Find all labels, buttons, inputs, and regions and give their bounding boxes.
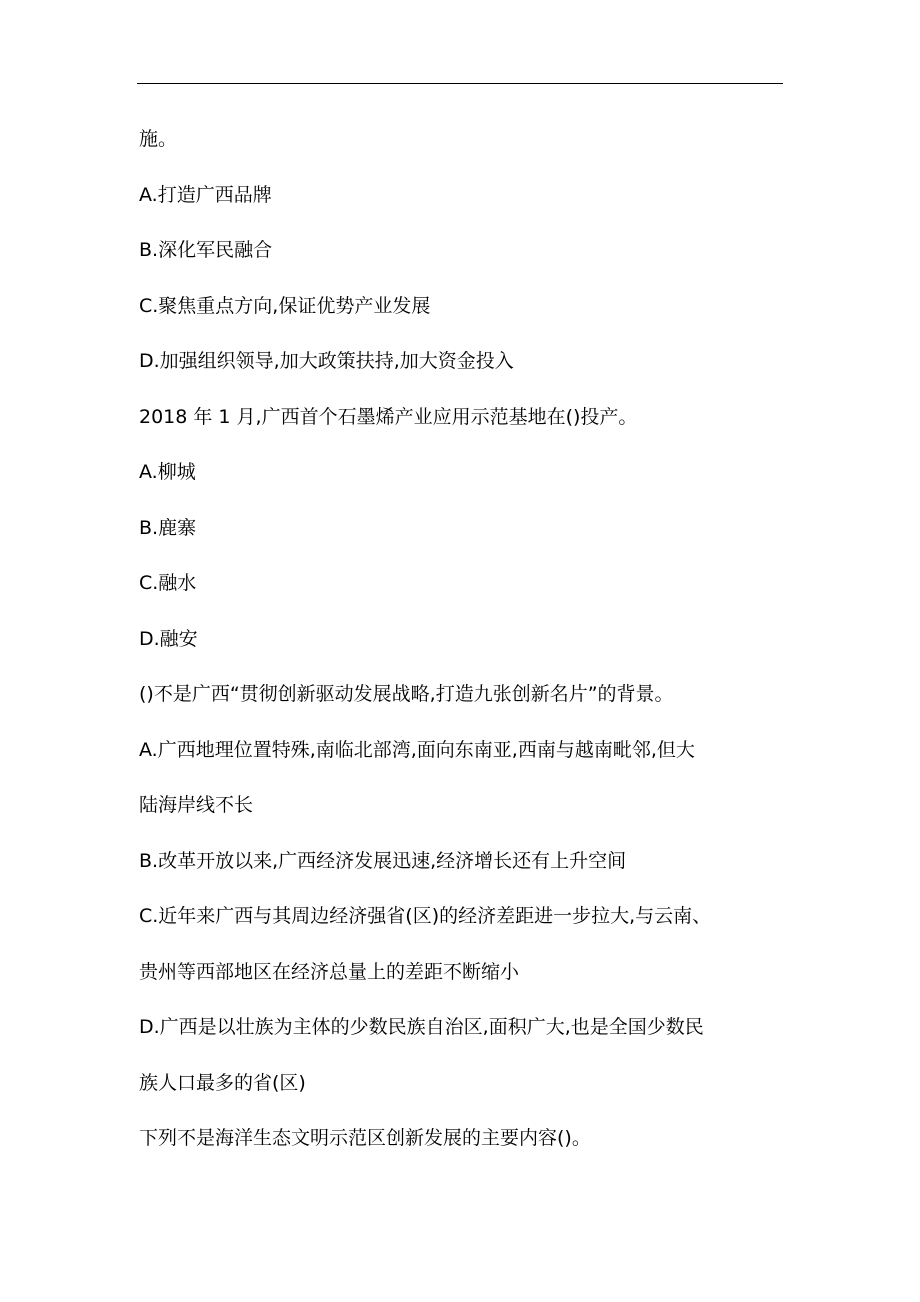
option-line: A.广西地理位置特殊,南临北部湾,面向东南亚,西南与越南毗邻,但大 [139,738,695,761]
option-line: D.加强组织领导,加大政策扶持,加大资金投入 [139,350,514,372]
option-line: B.鹿寨 [139,516,197,539]
option-line: C.近年来广西与其周边经济强省(区)的经济差距进一步拉大,与云南、 [139,905,712,927]
option-line: B.深化军民融合 [139,239,273,261]
option-line: B.改革开放以来,广西经济发展迅速,经济增长还有上升空间 [139,849,627,872]
document-body [139,112,789,1167]
option-line: A.柳城 [139,461,196,483]
option-line: C.聚焦重点方向,保证优势产业发展 [139,294,431,317]
option-line: D.融安 [139,627,198,650]
option-line-continuation: 族人口最多的省(区) [139,1071,306,1094]
question-line: 下列不是海洋生态文明示范区创新发展的主要内容()。 [139,1127,591,1149]
option-line: C.融水 [139,572,197,594]
text-line: 施。 [139,128,178,150]
option-line: D.广西是以壮族为主体的少数民族自治区,面积广大,也是全国少数民 [139,1016,704,1038]
header-rule [137,83,783,84]
option-line-continuation: 陆海岸线不长 [139,794,254,816]
question-line: 2018 年 1 月,广西首个石墨烯产业应用示范基地在()投产。 [139,405,638,428]
option-line-continuation: 贵州等西部地区在经济总量上的差距不断缩小 [139,960,520,983]
question-line: ()不是广西“贯彻创新驱动发展战略,打造九张创新名片”的背景。 [139,683,674,705]
option-line: A.打造广西品牌 [139,183,272,206]
